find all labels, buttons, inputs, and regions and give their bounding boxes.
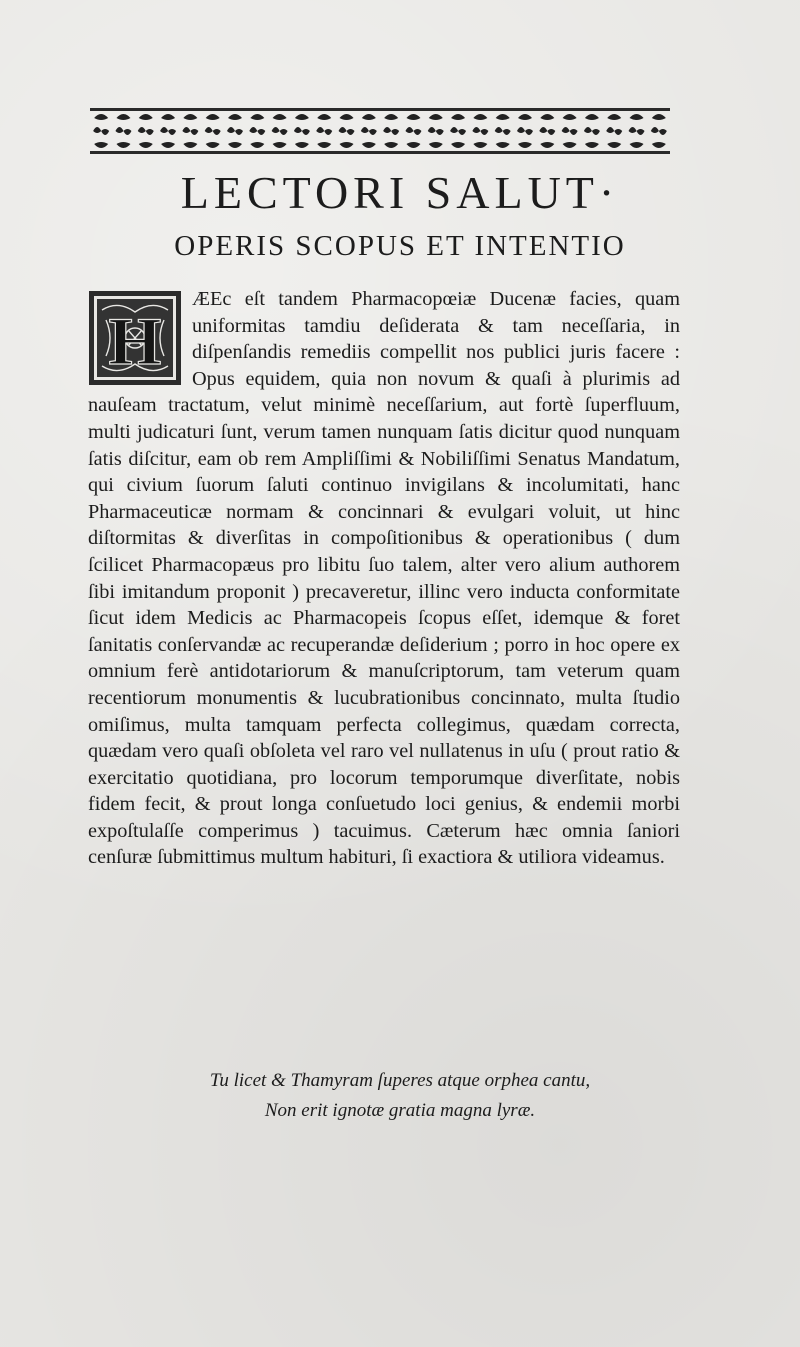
- fleuron-ornament: [361, 114, 377, 148]
- fleuron-ornament: [272, 114, 288, 148]
- fleuron-ornament: [205, 114, 221, 148]
- verse-line-2: Non erit ignotæ gratia magna lyræ.: [264, 1100, 536, 1121]
- fleuron-ornament: [405, 114, 421, 148]
- page-title: LECTORI SALUT·: [180, 167, 620, 218]
- fleuron-ornament: [539, 114, 555, 148]
- fleuron-ornament: [584, 114, 600, 148]
- fleuron-ornament: [495, 114, 511, 148]
- body-paragraph: [88, 286, 680, 871]
- fleuron-ornament: [651, 114, 667, 148]
- fleuron-ornament: [472, 114, 488, 148]
- drop-cap-spacer: [88, 286, 192, 392]
- fleuron-ornament: [450, 114, 466, 148]
- body-paragraph-text: ÆEc eſt tandem Pharmacopœiæ Ducenæ facies, quam uniformitas tamdiu deſiderata & tam neceſſaria, in diſpenſandis remediis compellit nos publici juris facere : Opus equidem, quia non novum & quaſi à plurimis ad nauſeam tractatum, velut minimè neceſſarium, aut fortè ſuperfluum, multi judicaturi ſunt, verum tamen nunquam ſatis dicitur quod nunquam ſatis diſcitur, eam ob rem Ampliſſimi & Nobiliſſimi Senatus Mandatum, qui civium ſuorum ſaluti continuo invigilans & incolumitati, hanc Pharmaceuticæ normam & concinnari & evulgari voluit, ut hinc diſtormitas & diverſitas in compoſitionibus & operationibus ( dum ſcilicet Pharmacopæus pro libitu ſuo talem, alter vero alium authorem ſibi imitandum proponit ) precaveretur, illinc vero inducta conformitate ſicut idem Medicis ac Pharmacopeis ſcopus eſſet, idemque & foret ſanitatis conſervandæ ac recuperandæ deſiderium ; porro in hoc opere ex omnium ferè antidotariorum & manuſcriptorum, tam veterum quam recentiorum monumentis & lucubrationibus concinnato, multa ſtudio omiſimus, multa tamquam perfecta collegimus, quædam correcta, quædam vero quaſi obſoleta vel raro vel nullatenus in uſu ( prout ratio & exercitatio quotidiana, pro locorum temporumque diverſitate, nobis fidem fecit, & prout longa conſuetudo loci genius, & endemii morbi expoſtulaſſe comperimus ) tacuimus. Cæterum hæc omnia ſaniori cenſuræ ſubmittimus multum habituri, ſi exactiora & utiliora videamus.: [88, 288, 680, 869]
- ornamental-header-band: [90, 108, 670, 154]
- fleuron-ornament: [517, 114, 533, 148]
- fleuron-ornament: [93, 114, 109, 148]
- fleuron-ornament: [294, 114, 310, 148]
- fleuron-ornament: [629, 114, 645, 148]
- fleuron-ornament: [182, 114, 198, 148]
- fleuron-ornament: [115, 114, 131, 148]
- page-subtitle: OPERIS SCOPUS ET INTENTIO: [174, 230, 626, 262]
- closing-verse: [0, 1066, 800, 1126]
- drop-cap-letter: H: [108, 303, 162, 379]
- fleuron-ornament: [227, 114, 243, 148]
- fleuron-ornament: [249, 114, 265, 148]
- verse-line-1: Tu licet & Thamyram ſuperes atque orphea cantu,: [209, 1070, 591, 1091]
- fleuron-ornament: [383, 114, 399, 148]
- fleuron-ornament: [606, 114, 622, 148]
- fleuron-ornament: [428, 114, 444, 148]
- fleuron-ornament: [316, 114, 332, 148]
- fleuron-ornament: [339, 114, 355, 148]
- fleuron-ornament: [160, 114, 176, 148]
- fleuron-ornament: [562, 114, 578, 148]
- fleuron-ornament: [138, 114, 154, 148]
